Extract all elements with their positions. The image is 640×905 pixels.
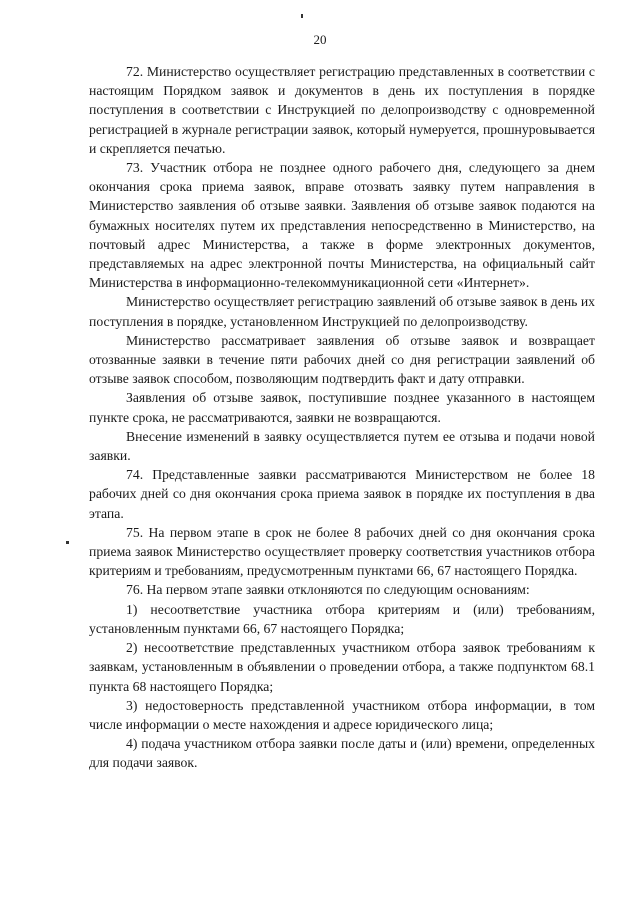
page-number: 20 — [313, 32, 327, 47]
paragraph-76: 76. На первом этапе заявки отклоняются по следующим основаниям: — [126, 582, 530, 598]
paragraph-73: 73. Участник отбора не позднее одного рабочего дня, следующего за днем окончания срока приема заявок, вправе отозвать заявку путем направления в Министерство заявления об отзыве заявки. Заявления об отзыве заявок подаются на бумажных носителях путем их представления непосредственно в Министерство, на почтовый адрес Министерства, а также в форме электронных документов, представляемых на адрес электронной почты Министерства, на официальный сайт Министерства в информационно-телекоммуникационной сети «Интернет». — [89, 160, 595, 291]
paragraph-76-item-4: 4) подача участником отбора заявки после даты и (или) времени, определенных для подачи заявок. — [89, 736, 595, 771]
paragraph-73-late: Заявления об отзыве заявок, поступившие позднее указанного в настоящем пункте срока, не рассматриваются, заявки не возвращаются. — [89, 390, 595, 425]
paragraph-75: 75. На первом этапе в срок не более 8 рабочих дней со дня окончания срока приема заявок Министерство осуществляет проверку соответствия участников отбора критериям и требованиям, предусмотренным пунктами 66, 67 настоящего Порядка. — [89, 524, 595, 579]
paragraph-73-changes: Внесение изменений в заявку осуществляется путем ее отзыва и подачи новой заявки. — [89, 428, 595, 464]
paragraph-76-item-2: 2) несоответствие представленных участником отбора заявок требованиям к заявкам, установленным в объявлении о проведении отбора, а также подпунктом 68.1 пункта 68 настоящего Порядка; — [89, 640, 595, 694]
paragraph-72: 72. Министерство осуществляет регистрацию представленных в соответствии с настоящим Порядком заявок и документов в день их поступления в порядке поступления в соответствии с Инструкцией по делопроизводству с одновременной регистрацией в журнале регистрации заявок, который нумеруется, прошнуровывается и скрепляется печатью. — [89, 64, 595, 156]
document-body — [89, 62, 595, 773]
paragraph-76-item-3: 3) недостоверность представленной участником отбора информации, в том числе информации о месте нахождения и адресе юридического лица; — [89, 697, 595, 732]
paragraph-74: 74. Представленные заявки рассматриваются Министерством не более 18 рабочих дней со дня окончания срока приема заявок в порядке их поступления в два этапа. — [89, 467, 595, 521]
paragraph-73-review: Министерство рассматривает заявления об отзыве заявок и возвращает отозванные заявки в течение пяти рабочих дней со дня регистрации заявлений об отзыве заявок способом, позволяющим подтвердить факт и дату отправки. — [89, 332, 595, 387]
paragraph-76-item-1: 1) несоответствие участника отбора критериям и (или) требованиям, установленным пунктами 66, 67 настоящего Порядка; — [89, 601, 595, 636]
scan-artifact-mark — [301, 14, 303, 18]
paragraph-73-registration: Министерство осуществляет регистрацию заявлений об отзыве заявок в день их поступления в порядке, установленном Инструкцией по делопроизводству. — [89, 294, 595, 329]
scan-artifact-mark — [66, 541, 69, 544]
